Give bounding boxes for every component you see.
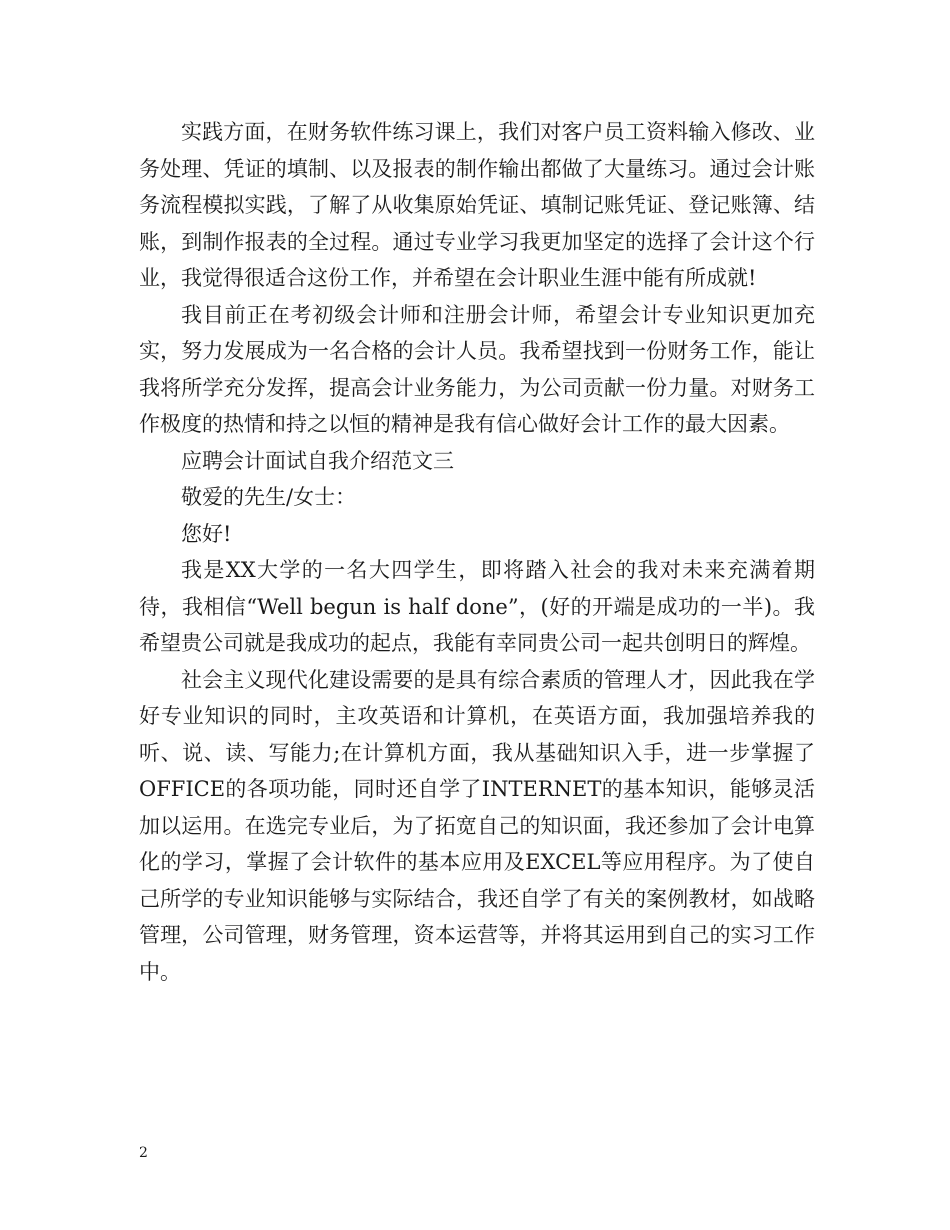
page-number: 2: [139, 1145, 148, 1161]
document-body: [139, 114, 815, 990]
paragraph-skills: 社会主义现代化建设需要的是具有综合素质的管理人才，因此我在学好专业知识的同时，主攻英语和计算机，在英语方面，我加强培养我的听、说、读、写能力;在计算机方面，我从基础知识入手，进一步掌握了OFFICE的各项功能，同时还自学了INTERNET的基本知识，能够灵活加以运用。在选完专业后，为了拓宽自己的知识面，我还参加了会计电算化的学习，掌握了会计软件的基本应用及EXCEL等应用程序。为了使自己所学的专业知识能够与实际结合，我还自学了有关的案例教材，如战略管理，公司管理，财务管理，资本运营等，并将其运用到自己的实习工作中。: [139, 667, 815, 984]
section-heading: 应聘会计面试自我介绍范文三: [181, 448, 454, 473]
paragraph-career-goal: 我目前正在考初级会计师和注册会计师，希望会计专业知识更加充实，努力发展成为一名合格的会计人员。我希望找到一份财务工作，能让我将所学充分发挥，提高会计业务能力，为公司贡献一份力量。对财务工作极度的热情和持之以恒的精神是我有信心做好会计工作的最大因素。: [139, 302, 815, 436]
greeting: 您好!: [181, 521, 232, 546]
salutation: 敬爱的先生/女士：: [181, 485, 357, 509]
paragraph-practice: 实践方面，在财务软件练习课上，我们对客户员工资料输入修改、业务处理、凭证的填制、以及报表的制作输出都做了大量练习。通过会计账务流程模拟实践，了解了从收集原始凭证、填制记账凭证、登记账簿、结账，到制作报表的全过程。通过专业学习我更加坚定的选择了会计这个行业，我觉得很适合这份工作，并希望在会计职业生涯中能有所成就!: [139, 120, 815, 290]
paragraph-introduction: 我是XX大学的一名大四学生，即将踏入社会的我对未来充满着期待，我相信“Well begun is half done”，(好的开端是成功的一半)。我希望贵公司就是我成功的起点，我能有幸同贵公司一起共创明日的辉煌。: [139, 558, 815, 655]
